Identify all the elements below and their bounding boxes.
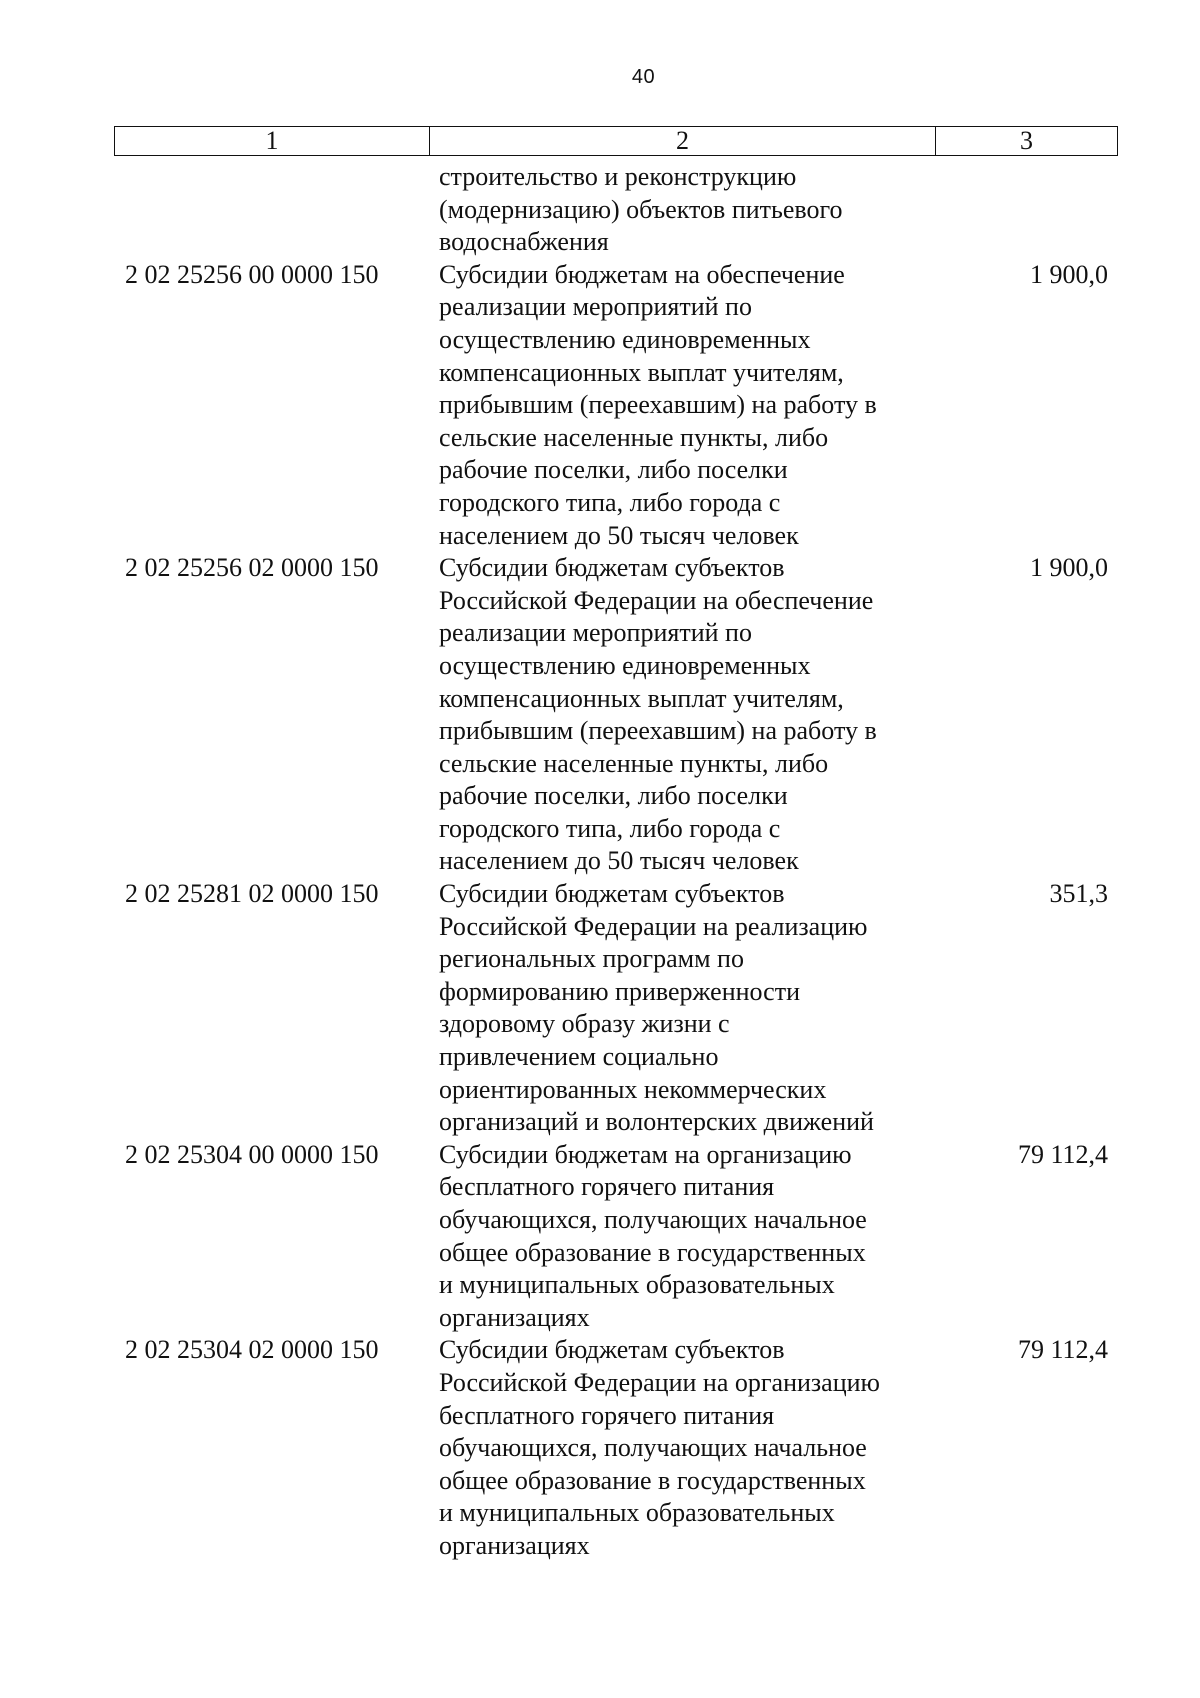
row-name-line: реализации мероприятий по	[439, 292, 752, 322]
row-name-line: строительство и реконструкцию	[439, 162, 797, 191]
row-name	[429, 878, 935, 1139]
header-col-2: 2	[430, 127, 936, 155]
row-name-line: прибывшим (переехавшим) на работу в	[439, 390, 877, 420]
row-name-line: осуществлению единовременных	[439, 650, 811, 680]
table-row	[114, 1334, 1118, 1562]
row-name	[429, 259, 935, 552]
row-name-line: бесплатного горячего питания	[439, 1172, 775, 1202]
row-name-line: городского типа, либо города с	[439, 487, 781, 517]
page-number: 40	[631, 66, 656, 88]
table-row	[114, 259, 1118, 552]
row-code	[114, 161, 429, 259]
row-name-line: прибывшим (переехавшим) на работу в	[439, 716, 877, 746]
row-name	[429, 1139, 935, 1335]
row-name-line: осуществлению единовременных	[439, 324, 811, 354]
row-name-line: ориентированных некоммерческих	[439, 1074, 827, 1104]
row-name-line: компенсационных выплат учителям,	[439, 357, 844, 387]
row-amount: 79 112,4	[1017, 1139, 1108, 1169]
row-name-line: региональных программ по	[439, 944, 744, 974]
row-name-line: организаций и волонтерских движений	[439, 1107, 874, 1137]
row-name-line: населением до 50 тысяч человек	[439, 520, 799, 550]
row-name-line: Субсидии бюджетам субъектов	[439, 1335, 785, 1365]
row-name-line: водоснабжения	[439, 227, 609, 257]
row-name-line: (модернизацию) объектов питьевого	[439, 194, 843, 224]
row-name-line: здоровому образу жизни с	[439, 1009, 730, 1039]
row-code: 2 02 25281 02 0000 150	[125, 879, 379, 909]
row-code: 2 02 25256 00 0000 150	[125, 259, 379, 289]
row-name-line: Российской Федерации на обеспечение	[439, 585, 874, 615]
row-amount: 351,3	[1049, 879, 1108, 909]
row-name-line: Российской Федерации на организацию	[439, 1367, 880, 1397]
row-name-line: бесплатного горячего питания	[439, 1400, 775, 1430]
row-name-line: Субсидии бюджетам на организацию	[439, 1139, 852, 1169]
row-name-line: компенсационных выплат учителям,	[439, 683, 844, 713]
row-code: 2 02 25304 02 0000 150	[125, 1335, 379, 1365]
table-row	[114, 878, 1118, 1139]
table-row	[114, 161, 1118, 259]
row-name-line: и муниципальных образовательных	[439, 1498, 835, 1528]
row-name-line: рабочие поселки, либо поселки	[439, 455, 788, 485]
row-name	[429, 1334, 935, 1562]
row-name-line: привлечением социально	[439, 1042, 719, 1072]
row-name-line: реализации мероприятий по	[439, 618, 752, 648]
row-code: 2 02 25256 02 0000 150	[125, 553, 379, 583]
row-amount	[935, 161, 1118, 259]
row-amount: 1 900,0	[1030, 553, 1108, 583]
row-name-line: Субсидии бюджетам субъектов	[439, 553, 785, 583]
row-name-line: и муниципальных образовательных	[439, 1270, 835, 1300]
row-amount: 1 900,0	[1030, 259, 1108, 289]
row-name-line: обучающихся, получающих начальное	[439, 1433, 867, 1463]
row-name	[429, 161, 935, 259]
header-col-3: 3	[1020, 126, 1033, 155]
table-row	[114, 552, 1118, 878]
row-name	[429, 552, 935, 878]
row-name-line: Российской Федерации на реализацию	[439, 911, 868, 941]
row-name-line: формированию приверженности	[439, 976, 800, 1006]
header-col-1: 1	[115, 127, 430, 155]
table-header	[114, 126, 1118, 156]
row-name-line: обучающихся, получающих начальное	[439, 1205, 867, 1234]
row-name-line: Субсидии бюджетам субъектов	[439, 879, 785, 909]
row-name-line: общее образование в государственных	[439, 1465, 866, 1495]
row-name-line: городского типа, либо города с	[439, 813, 781, 843]
row-name-line: населением до 50 тысяч человек	[439, 846, 799, 876]
row-name-line: организациях	[439, 1302, 590, 1332]
row-amount: 79 112,4	[1017, 1335, 1108, 1365]
row-name-line: организациях	[439, 1530, 590, 1560]
row-name-line: общее образование в государственных	[439, 1237, 866, 1267]
table-row	[114, 1139, 1118, 1335]
row-name-line: сельские населенные пункты, либо	[439, 422, 829, 452]
table-body	[114, 161, 1118, 1563]
row-code: 2 02 25304 00 0000 150	[125, 1139, 379, 1169]
row-name-line: Субсидии бюджетам на обеспечение	[439, 259, 845, 289]
row-name-line: сельские населенные пункты, либо	[439, 748, 829, 778]
row-name-line: рабочие поселки, либо поселки	[439, 781, 788, 811]
